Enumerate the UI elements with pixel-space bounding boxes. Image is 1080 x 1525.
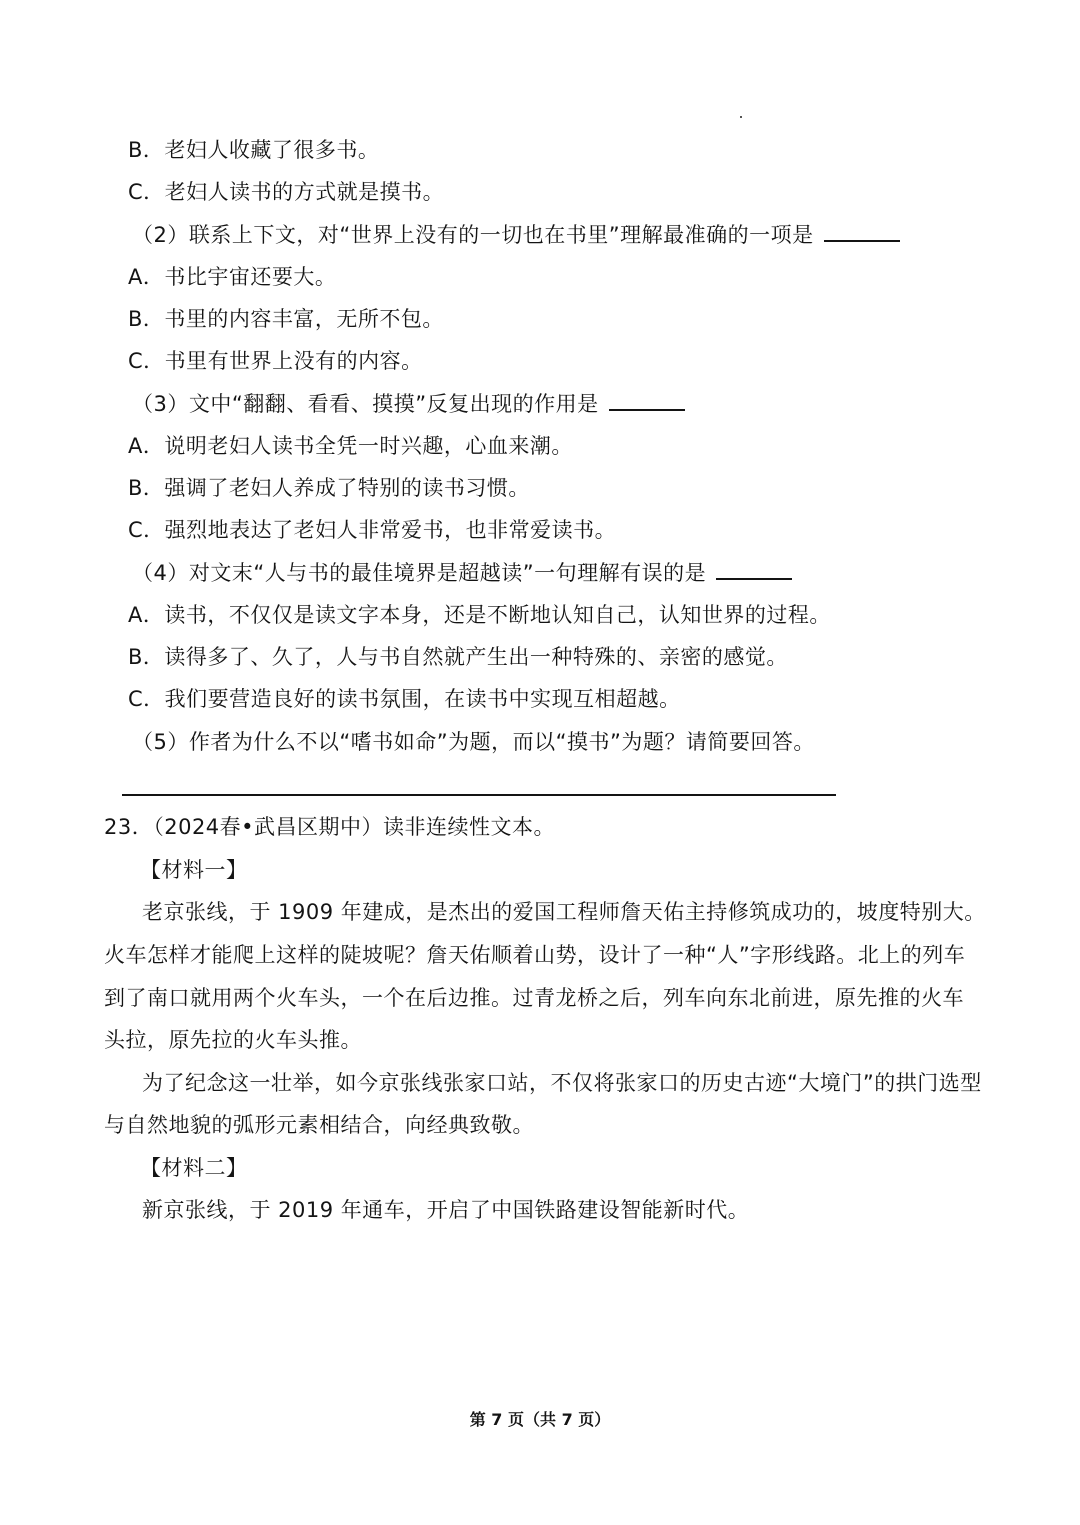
q23-material1-p1-line2: 火车怎样才能爬上这样的陡坡呢？詹天佑顺着山势，设计了一种“人”字形线路。北上的列车 <box>104 943 966 967</box>
q22-3-stem-text: （3）文中“翻翻、看看、摸摸”反复出现的作用是 <box>132 392 599 416</box>
q22-3-answer-blank[interactable] <box>609 389 685 411</box>
q22-2-answer-blank[interactable] <box>824 220 900 242</box>
q23-material1-p2-line2: 与自然地貌的弧形元素相结合，向经典致敬。 <box>104 1113 534 1137</box>
q23-material2-heading: 【材料二】 <box>140 1156 248 1180</box>
q22-2-option-b: B．书里的内容丰富，无所不包。 <box>128 307 444 331</box>
q22-3-option-c: C．强烈地表达了老妇人非常爱书，也非常爱读书。 <box>128 518 617 542</box>
q22-4-option-b: B．读得多了、久了，人与书自然就产生出一种特殊的、亲密的感觉。 <box>128 645 788 669</box>
page-footer: 第 7 页（共 7 页） <box>469 1410 611 1429</box>
q22-5-answer-line[interactable] <box>122 794 836 796</box>
q22-2-option-c: C．书里有世界上没有的内容。 <box>128 349 423 373</box>
q23-material2-p1: 新京张线，于 2019 年通车，开启了中国铁路建设智能新时代。 <box>142 1198 750 1222</box>
q22-4-option-a: A．读书，不仅仅是读文字本身，还是不断地认知自己，认知世界的过程。 <box>128 603 831 627</box>
q22-4-option-c: C．我们要营造良好的读书氛围，在读书中实现互相超越。 <box>128 687 681 711</box>
q23-material1-p1-line3: 到了南口就用两个火车头，一个在后边推。过青龙桥之后，列车向东北前进，原先推的火车 <box>104 986 964 1010</box>
q22-4-stem-text: （4）对文末“人与书的最佳境界是超越读”一句理解有误的是 <box>132 561 707 585</box>
q23-material1-heading: 【材料一】 <box>140 858 248 882</box>
q22-3-option-b: B．强调了老妇人养成了特别的读书习惯。 <box>128 476 530 500</box>
q22-5-stem: （5）作者为什么不以“嗜书如命”为题，而以“摸书”为题？请简要回答。 <box>132 730 815 754</box>
scan-speck <box>740 116 742 118</box>
q22-3-stem <box>132 389 685 419</box>
q22-4-answer-blank[interactable] <box>716 558 792 580</box>
q22-2-option-a: A．书比宇宙还要大。 <box>128 265 337 289</box>
q22-4-stem <box>132 558 792 588</box>
q23-material1-p2-line1: 为了纪念这一壮举，如今京张线张家口站，不仅将张家口的历史古迹“大境门”的拱门选型 <box>142 1071 982 1095</box>
q22-2-stem-text: （2）联系上下文，对“世界上没有的一切也在书里”理解最准确的一项是 <box>132 223 814 247</box>
q22-3-option-a: A．说明老妇人读书全凭一时兴趣，心血来潮。 <box>128 434 573 458</box>
q23-material1-p1-line4: 头拉，原先拉的火车头推。 <box>104 1028 362 1052</box>
q22-1-option-c: C．老妇人读书的方式就是摸书。 <box>128 180 445 204</box>
q22-1-option-b: B．老妇人收藏了很多书。 <box>128 138 380 162</box>
q23-title: 23．（2024春•武昌区期中）读非连续性文本。 <box>104 815 556 839</box>
q23-material1-p1-line1: 老京张线，于 1909 年建成，是杰出的爱国工程师詹天佑主持修筑成功的，坡度特别大。 <box>142 900 986 924</box>
q22-2-stem <box>132 220 900 250</box>
